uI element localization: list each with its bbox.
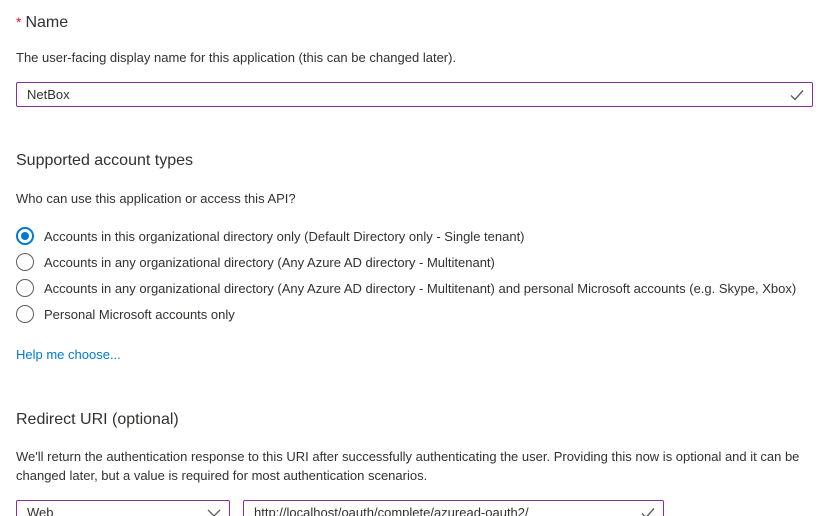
radio-option-label: Accounts in any organizational directory (Any Azure AD directory - Multitenant) and personal Microsoft accounts (e.g. Skype, Xbox) [44, 280, 797, 296]
radio-option-single-tenant[interactable] [16, 223, 813, 249]
app-registration-form [0, 12, 829, 516]
radio-option-multitenant-personal[interactable] [16, 275, 813, 301]
redirect-uri-input[interactable] [244, 501, 663, 516]
radio-button[interactable] [16, 305, 34, 323]
account-types-radio-group [16, 223, 813, 327]
radio-button[interactable] [16, 227, 34, 245]
help-me-choose-link[interactable]: Help me choose... [16, 347, 121, 362]
radio-button[interactable] [16, 253, 34, 271]
redirect-uri-heading: Redirect URI (optional) [16, 411, 179, 428]
radio-option-label: Accounts in any organizational directory (Any Azure AD directory - Multitenant) [44, 254, 495, 270]
redirect-uri-row [16, 500, 813, 516]
name-description: The user-facing display name for this application (this can be changed later). [16, 50, 457, 65]
required-asterisk: * [16, 14, 22, 30]
account-types-question: Who can use this application or access this API? [16, 191, 296, 206]
name-input-container [16, 82, 813, 107]
platform-select-value: Web [27, 505, 54, 516]
name-input[interactable] [17, 83, 812, 106]
radio-option-label: Accounts in this organizational directory only (Default Directory only - Single tenant) [44, 228, 525, 244]
chevron-down-icon [207, 509, 221, 516]
radio-option-label: Personal Microsoft accounts only [44, 306, 235, 322]
name-label: Name [25, 14, 69, 31]
radio-option-multitenant[interactable] [16, 249, 813, 275]
account-types-heading: Supported account types [16, 152, 194, 169]
radio-option-personal-only[interactable] [16, 301, 813, 327]
name-section-heading [16, 12, 813, 33]
radio-button[interactable] [16, 279, 34, 297]
redirect-uri-input-container [243, 500, 664, 516]
redirect-uri-description: We'll return the authentication response to this URI after successfully authenticating the user. Providing this now is optional and it can be changed later, but a value is required for most authentication scenarios. [16, 449, 800, 483]
platform-select[interactable] [16, 500, 230, 516]
